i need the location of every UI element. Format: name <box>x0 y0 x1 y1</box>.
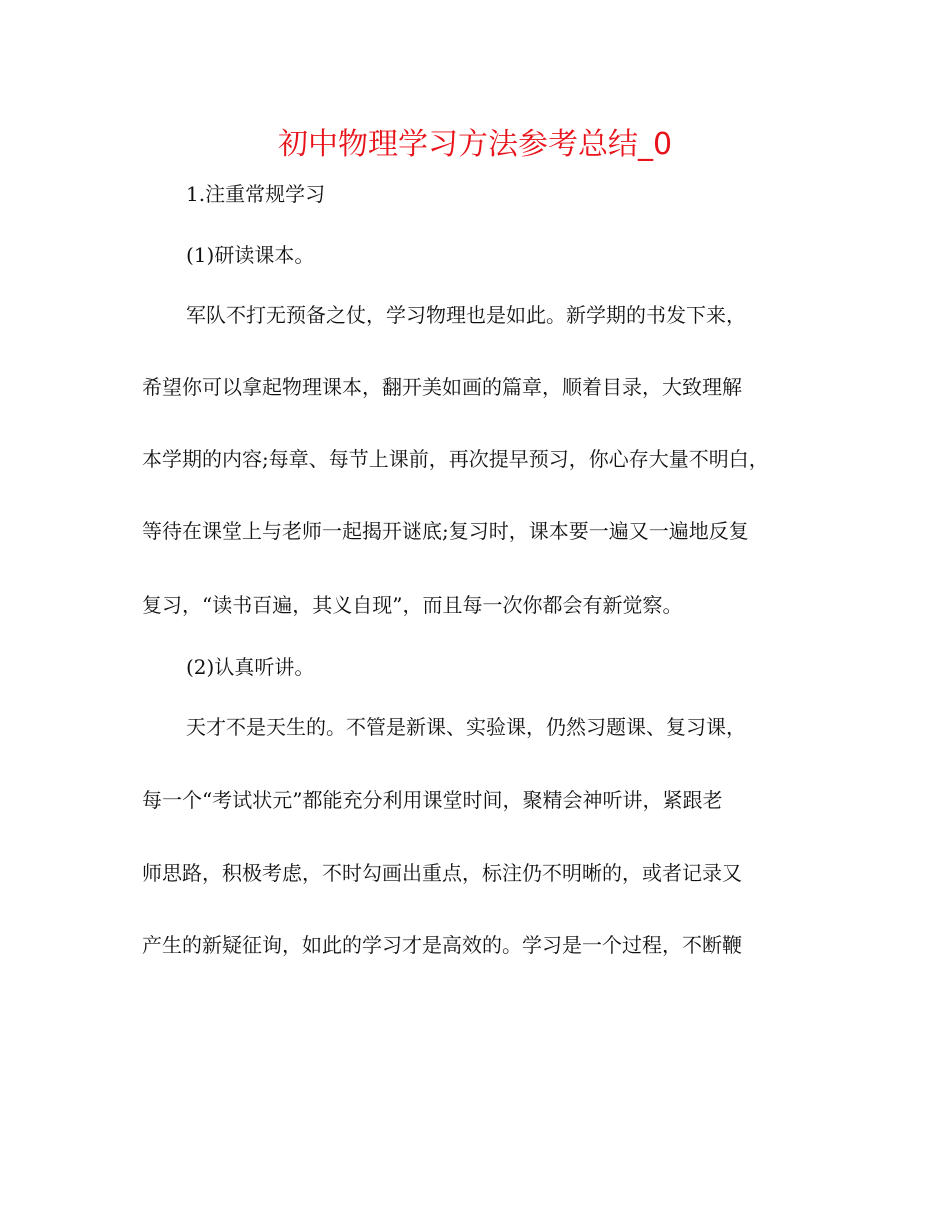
paragraph-line: 复习，“读书百遍，其义自现”，而且每一次你都会有新觉察。 <box>142 593 683 617</box>
paragraph-line: 每一个“考试状元”都能充分利用课堂时间，聚精会神听讲，紧跟老 <box>142 788 723 812</box>
paragraph-line: 希望你可以拿起物理课本，翻开美如画的篇章，顺着目录，大致理解 <box>142 375 742 399</box>
paragraph-line: 军队不打无预备之仗，学习物理也是如此。新学期的书发下来， <box>186 303 746 327</box>
paragraph-line: 等待在课堂上与老师一起揭开谜底;复习时，课本要一遍又一遍地反复 <box>142 519 749 543</box>
paragraph-line: 产生的新疑征询，如此的学习才是高效的。学习是一个过程，不断鞭 <box>142 933 742 957</box>
subsection-heading: (1)研读课本。 <box>186 243 315 267</box>
subsection-heading: (2)认真听讲。 <box>186 655 315 679</box>
paragraph-line: 师思路，积极考虑，不时勾画出重点，标注仍不明晰的，或者记录又 <box>142 861 742 885</box>
paragraph-line: 本学期的内容;每章、每节上课前，再次提早预习，你心存大量不明白， <box>142 447 769 471</box>
document-title: 初中物理学习方法参考总结_0 <box>277 127 673 162</box>
paragraph-line: 天才不是天生的。不管是新课、实验课，仍然习题课、复习课， <box>186 715 746 739</box>
section-heading: 1.注重常规学习 <box>186 182 326 206</box>
